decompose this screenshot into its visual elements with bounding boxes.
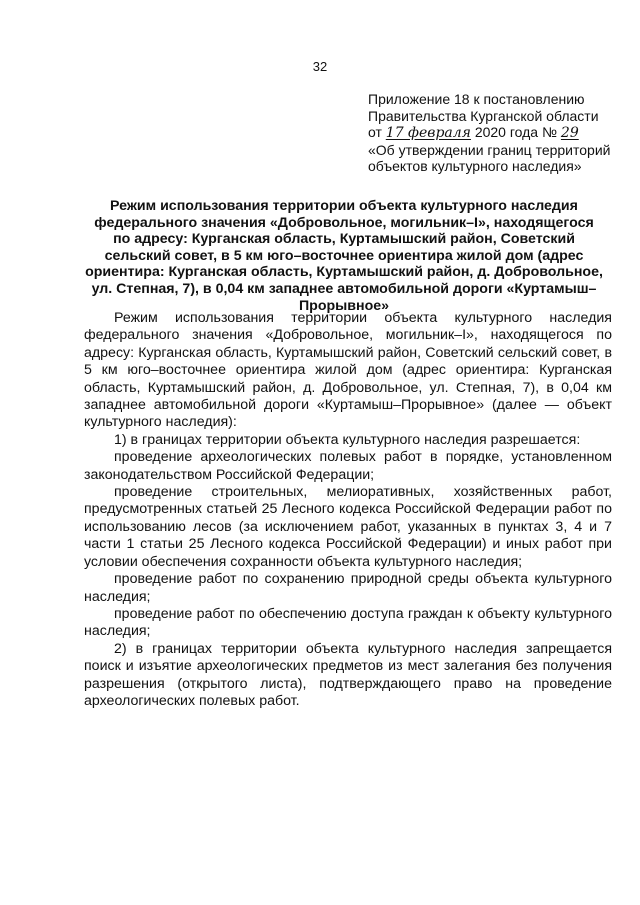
- paragraph-allowed-environment: проведение работ по сохранению природной среды объекта культурного наследия;: [84, 571, 612, 605]
- appendix-header: [368, 91, 628, 175]
- appendix-from: от: [368, 124, 382, 140]
- handwritten-number: 29: [560, 125, 579, 141]
- page-number: 32: [312, 59, 328, 74]
- paragraph-allowed-archaeology: проведение археологических полевых работ в порядке, установленном законодательством Российской Федерации;: [84, 449, 612, 483]
- appendix-line-3: [368, 124, 628, 142]
- appendix-line-2: Правительства Курганской области: [368, 107, 599, 124]
- paragraph-allowed-heading: 1) в границах территории объекта культурного наследия разрешается:: [114, 431, 581, 448]
- document-body: [84, 310, 612, 710]
- paragraph-allowed-access: проведение работ по обеспечению доступа граждан к объекту культурного наследия;: [84, 605, 612, 640]
- appendix-year: 2020 года №: [474, 124, 558, 140]
- paragraph-prohibited: 2) в границах территории объекта культурного наследия запрещается поиск и изъятие археологических предметов из мест залегания без получения разрешения (открытого листа), подтверждающего право на проведение археологических полевых работ.: [84, 640, 612, 709]
- appendix-line-4: «Об утверждении границ территорий: [368, 141, 611, 158]
- paragraph-allowed-construction: проведение строительных, мелиоративных, хозяйственных работ, предусмотренных статьей 25 Лесного кодекса Российской Федерации работ по использованию лесов (за исключением работ, указанных в пунктах 3, 4 и 7 части 1 статьи 25 Лесного кодекса Российской Федерации) и иных работ при условии обеспечения сохранности объекта культурного наследия;: [84, 484, 612, 570]
- appendix-line-5: объектов культурного наследия»: [368, 158, 582, 174]
- paragraph-intro: Режим использования территории объекта культурного наследия федерального значения «Добровольное, могильник–I», находящегося по адресу: Курганская область, Куртамышский район, Советский сельский совет, в 5 км юго–восточнее ориентира жилой дом (адрес ориентира: Курганская область, Куртамышский район, д. Добровольное, ул. Степная, 7), в 0,04 км западнее автомобильной дороги «Куртамыш–Прорывное» (далее — объект культурного наследия):: [84, 310, 612, 431]
- handwritten-date: 17 февраля: [385, 125, 471, 141]
- appendix-line-1: Приложение 18 к постановлению: [368, 91, 585, 107]
- document-title: Режим использования территории объекта культурного наследия федерального значения «Добровольное, могильник–I», находящегося по адресу: Курганская область, Куртамышский район, Советский сельский совет, в 5 км юго–восточнее ориентира жилой дом (адрес ориентира: Курганская область, Куртамышский район, д. Добровольное, ул. Степная, 7), в 0,04 км западнее автомобильной дороги «Куртамыш–Прорывное»: [85, 198, 603, 314]
